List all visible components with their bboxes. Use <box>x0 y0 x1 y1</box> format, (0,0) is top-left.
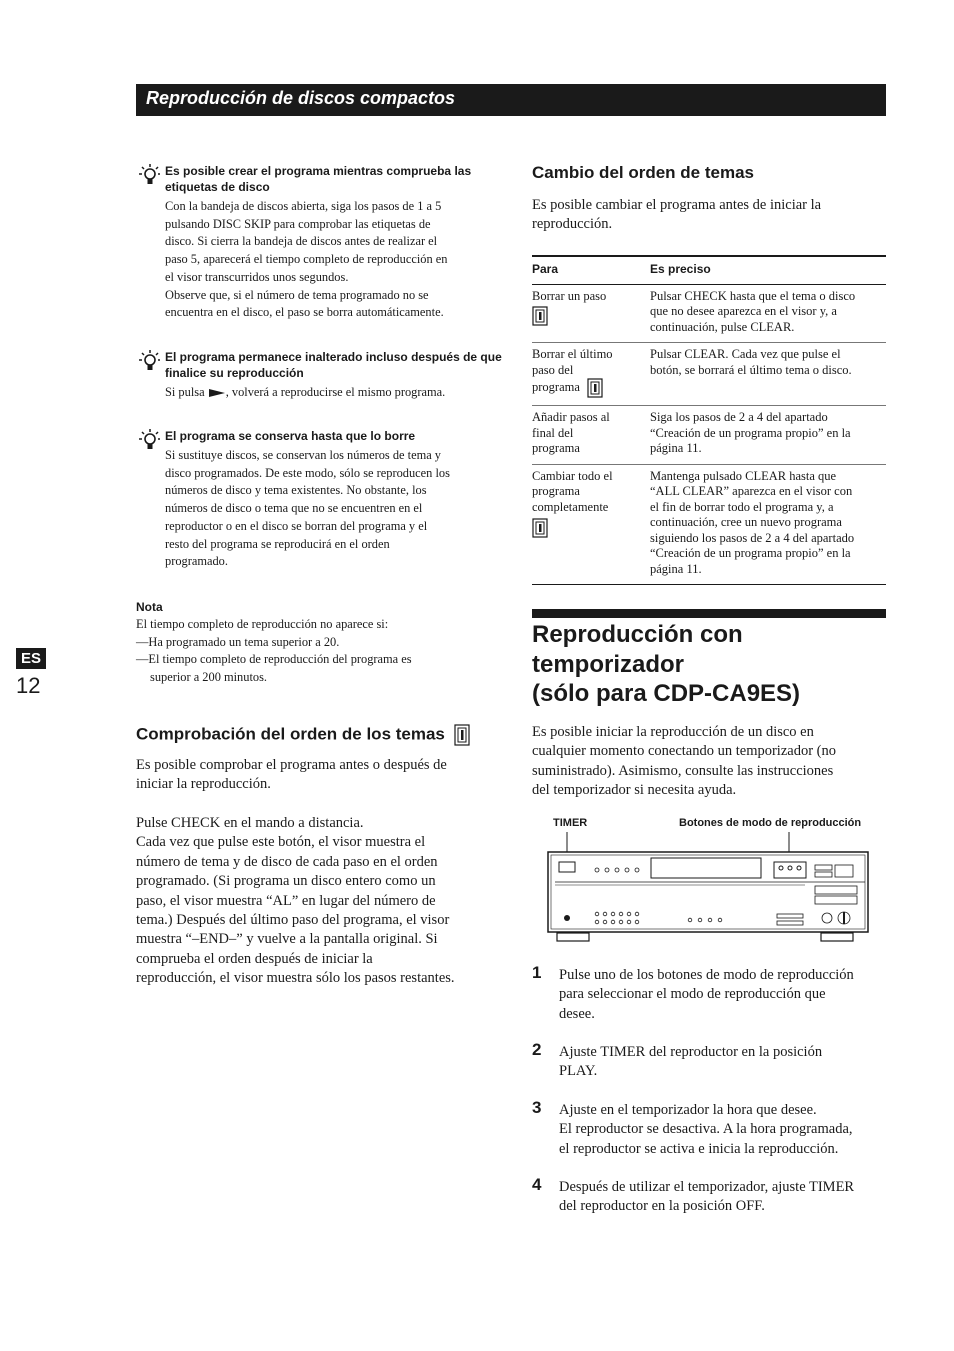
section-divider-bar <box>532 609 886 618</box>
step-number: 1 <box>532 963 542 982</box>
table-row: Añadir pasos al final del programa Siga los pasos de 2 a 4 del apartado “Creación de un programa propio” en la página 11. <box>532 406 886 465</box>
step-number: 4 <box>532 1175 542 1194</box>
tip-3 <box>138 428 493 578</box>
step-number: 2 <box>532 1040 542 1059</box>
tip-title: Es posible crear el programa mientras comprueba las etiquetas de disco <box>165 164 472 194</box>
note-title: Nota <box>136 600 163 614</box>
step-number: 3 <box>532 1098 542 1117</box>
tip-body: Si sustituye discos, se conservan los números de tema y disco programados. De este modo, sólo se reproducen los números de disco y tema existentes. No obstante, los números de disco o tema que no se encuentren en el reproductor o en el disco se borran del programa y el resto del programa se reproducirá en el orden programado. <box>165 448 450 569</box>
operations-table <box>532 255 886 585</box>
diagram-label-modes: Botones de modo de reproducción <box>679 817 862 829</box>
note-line: —Ha programado un tema superior a 20. <box>136 634 340 649</box>
check-heading: Comprobación del orden de los temas <box>136 724 470 746</box>
table-row: Cambiar todo el programa completamente Mantenga pulsado CLEAR hasta que “ALL CLEAR” aparezca en el visor con el fin de borrar todo el programa y, a continuación, cree un nuevo programa siguiendo los pasos de 2 a 4 del apartado “Creación de un programa propio” en la página 11. <box>532 464 886 585</box>
tip-title: El programa se conserva hasta que lo borre <box>165 429 416 443</box>
remote-control-icon <box>587 378 603 398</box>
tip-1 <box>138 163 493 323</box>
remote-control-icon <box>454 724 470 746</box>
column-header: Es preciso <box>650 262 711 276</box>
check-intro: Es posible comprobar el programa antes o después de iniciar la reproducción. <box>136 757 447 793</box>
remote-control-icon <box>532 518 548 538</box>
note-line: —El tiempo completo de reproducción del programa es <box>136 652 412 666</box>
tip-title: El programa permanece inalterado incluso después de que finalice su reproducción <box>165 350 502 380</box>
diagram-label-timer: TIMER <box>553 817 588 829</box>
tip-body: Con la bandeja de discos abierta, siga los pasos de 1 a 5 pulsando DISC SKIP para comprobar las etiquetas de disco. Si cierra la bandeja de discos antes de realizar el paso 5, aparecerá el tiempo completo de reproducción en el visor transcurridos unos segundos. Observe que, si el número de tema programado no se encuentra en el disco, el paso se borra automáticamente. <box>165 199 448 320</box>
step-text: Pulse uno de los botones de modo de reproducción para seleccionar el modo de reproducción que desee. <box>559 967 854 1022</box>
timer-intro: Es posible iniciar la reproducción de un disco en cualquier momento conectando un temporizador (no suministrado). Asimismo, consulte las instrucciones del temporizador si necesita ayuda. <box>532 724 836 799</box>
step-text: Ajuste TIMER del reproductor en la posición PLAY. <box>559 1044 823 1080</box>
remote-control-icon <box>532 306 548 326</box>
language-tab: ES <box>16 648 46 669</box>
cd-player-diagram <box>545 832 871 944</box>
lightbulb-icon <box>138 349 160 373</box>
note-line: superior a 200 minutos. <box>150 669 268 684</box>
note-line: El tiempo completo de reproducción no aparece si: <box>136 617 389 631</box>
table-header-row <box>532 256 886 284</box>
table-row: Borrar el último paso del programa Pulsar CLEAR. Cada vez que pulse el botón, se borrará el último tema o disco. <box>532 343 886 406</box>
change-heading: Cambio del orden de temas <box>532 163 754 182</box>
lightbulb-icon <box>138 163 160 187</box>
page-number: 12 <box>16 673 41 698</box>
timer-section-title: Reproducción con temporizador (sólo para CDP-CA9ES) <box>532 621 801 707</box>
note-block <box>136 599 496 686</box>
step-text: Ajuste en el temporizador la hora que desee. El reproductor se desactiva. A la hora programada, el reproductor se activa e inicia la reproducción. <box>559 1102 853 1157</box>
tip-2 <box>138 349 502 404</box>
section-header-bar <box>136 84 886 116</box>
change-intro: Es posible cambiar el programa antes de iniciar la reproducción. <box>532 197 822 233</box>
tip-body: Si pulsa , volverá a reproducirse el mismo programa. <box>165 385 446 399</box>
check-body: Pulse CHECK en el mando a distancia. Cada vez que pulse este botón, el visor muestra el número de tema y de disco de cada paso en el orden programado. (Si programa un disco entero como un paso, el visor muestra “AL” en lugar del número de tema.) Después del último paso del programa, el visor muestra “–END–” y vuelve a la pantalla original. Si comprueba el orden después de iniciar la reproducción, el visor muestra sólo los pasos restantes. <box>136 815 455 987</box>
step-text: Después de utilizar el temporizador, ajuste TIMER del reproductor en la posición OFF. <box>559 1179 855 1215</box>
play-icon <box>208 388 226 398</box>
section-header-title: Reproducción de discos compactos <box>146 88 456 108</box>
column-header: Para <box>532 262 559 276</box>
table-row: Borrar un paso Pulsar CHECK hasta que el tema o disco que no desee aparezca en el visor y, a continuación, pulse CLEAR. <box>532 284 886 343</box>
lightbulb-icon <box>138 428 160 452</box>
